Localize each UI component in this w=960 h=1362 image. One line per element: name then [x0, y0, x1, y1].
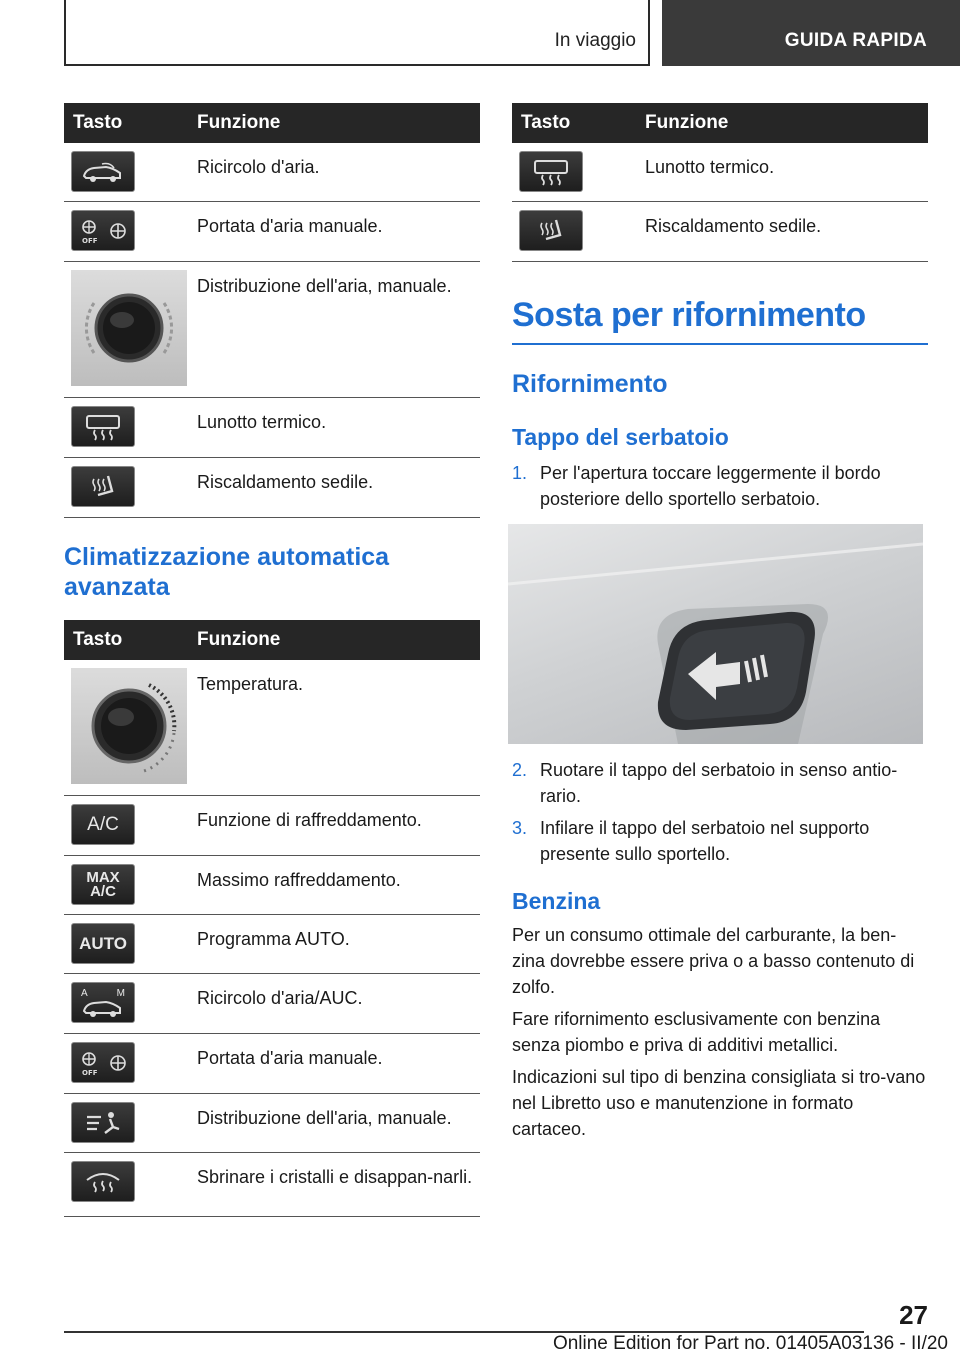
table-row: [64, 143, 480, 202]
ac-label: A/C: [90, 882, 116, 900]
header-section-label: In viaggio: [554, 30, 636, 51]
max-ac-button: [71, 864, 135, 905]
table-row: [512, 143, 928, 202]
list-item: [512, 460, 928, 512]
paragraph-petrol-2: Fare rifornimento esclusivamente con benzina senza piombo e priva di additivi metallici.: [512, 1009, 881, 1055]
step-number: 2.: [512, 760, 528, 780]
step-text: Infilare il tappo del serbatoio nel supporto presente sullo sportello.: [540, 818, 870, 864]
ac-button-label: A/C: [87, 813, 119, 835]
auto-button-label: AUTO: [79, 933, 127, 953]
air-distribution-dial: [71, 270, 187, 386]
recirculation-auc-icon: [71, 982, 135, 1023]
list-item: [512, 757, 928, 809]
section-heading-climate: Climatizzazione automatica avanzata: [64, 543, 390, 601]
air-distribution-icon: [71, 1102, 135, 1143]
function-text: Distribuzione dell'aria, manuale.: [197, 1108, 452, 1128]
function-text: Riscaldamento sedile.: [197, 472, 374, 492]
table-row: [64, 398, 480, 458]
page-number: 27: [899, 1300, 928, 1330]
function-text: Ricircolo d'aria.: [197, 157, 320, 177]
function-text: Riscaldamento sedile.: [645, 216, 822, 236]
function-text: Funzione di raffreddamento.: [197, 810, 422, 830]
table-row: [64, 915, 480, 974]
svg-text:OFF: OFF: [82, 236, 98, 245]
function-text: Programma AUTO.: [197, 929, 350, 949]
auto-button: [71, 923, 135, 964]
header-tab-label: GUIDA RAPIDA: [784, 30, 927, 51]
function-text: Lunotto termico.: [645, 157, 775, 177]
windshield-defrost-icon: [71, 1161, 135, 1202]
col-header-key: Tasto: [73, 112, 123, 133]
col-header-key: Tasto: [73, 629, 123, 650]
step-text: Ruotare il tappo del serbatoio in senso antio-rario.: [540, 760, 898, 806]
table-row: [64, 796, 480, 856]
table-header: [64, 103, 480, 143]
steps-list-1: [512, 460, 928, 512]
ac-button: [71, 804, 135, 845]
recirculation-icon: [71, 151, 135, 192]
step-number: 1.: [512, 463, 528, 483]
footer-edition: Online Edition for Part no. 01405A03136 - II/20: [552, 1333, 948, 1354]
function-text: Ricircolo d'aria/AUC.: [197, 988, 363, 1008]
section-heading-refuel: Sosta per rifornimento: [512, 296, 928, 345]
list-item: [512, 815, 928, 867]
table-header: [64, 620, 480, 660]
table-row: [64, 974, 480, 1034]
paragraph-petrol-1: Per un consumo ottimale del carburante, la ben-zina dovrebbe essere priva o a basso contenuto di zolfo.: [512, 925, 915, 997]
auc-label-a: A: [81, 988, 88, 999]
function-text: Distribuzione dell'aria, manuale.: [197, 276, 452, 296]
rear-defrost-icon: [71, 406, 135, 447]
fan-off-icon: [71, 1042, 135, 1083]
col-header-function: Funzione: [197, 112, 281, 133]
steps-list-2: [512, 757, 928, 867]
temperature-dial: [71, 668, 187, 784]
table-row: [64, 1034, 480, 1094]
table-row: [64, 1094, 480, 1153]
table-row: [512, 202, 928, 262]
rear-defrost-icon: [519, 151, 583, 192]
table-row: [64, 660, 480, 796]
step-text: Per l'apertura toccare leggermente il bordo posteriore dello sportello serbatoio.: [540, 463, 881, 509]
col-header-key: Tasto: [521, 112, 571, 133]
function-text: Lunotto termico.: [197, 412, 327, 432]
paragraph-petrol-3: Indicazioni sul tipo di benzina consigliata si tro-vano nel Libretto uso e manutenzione in formato cartaceo.: [512, 1067, 926, 1139]
table-climate-advanced: [64, 620, 480, 1217]
table-row: [64, 1153, 480, 1217]
seat-heating-icon: [71, 466, 135, 507]
table-header: [512, 103, 928, 143]
col-header-function: Funzione: [645, 112, 729, 133]
function-text: Portata d'aria manuale.: [197, 1048, 383, 1068]
step-number: 3.: [512, 818, 528, 838]
table-row: [64, 458, 480, 518]
table-comfort: [512, 103, 928, 262]
function-text: Temperatura.: [197, 674, 304, 694]
max-label: MAX: [86, 868, 120, 886]
subheading-refuel: Rifornimento: [512, 370, 668, 398]
function-text: Massimo raffreddamento.: [197, 870, 401, 890]
table-climate-basic: [64, 103, 480, 518]
fan-off-icon: [71, 210, 135, 251]
table-row: [64, 262, 480, 398]
auc-label-m: M: [116, 988, 125, 999]
subheading-petrol: Benzina: [512, 888, 601, 914]
svg-text:OFF: OFF: [82, 1068, 98, 1077]
fuel-flap-photo: [508, 524, 923, 744]
col-header-function: Funzione: [197, 629, 281, 650]
function-text: Portata d'aria manuale.: [197, 216, 383, 236]
header-tab: [662, 0, 960, 66]
seat-heating-icon: [519, 210, 583, 251]
table-row: [64, 856, 480, 915]
table-row: [64, 202, 480, 262]
function-text: Sbrinare i cristalli e disappan-narli.: [197, 1167, 473, 1187]
subheading-fuel-cap: Tappo del serbatoio: [512, 424, 729, 450]
